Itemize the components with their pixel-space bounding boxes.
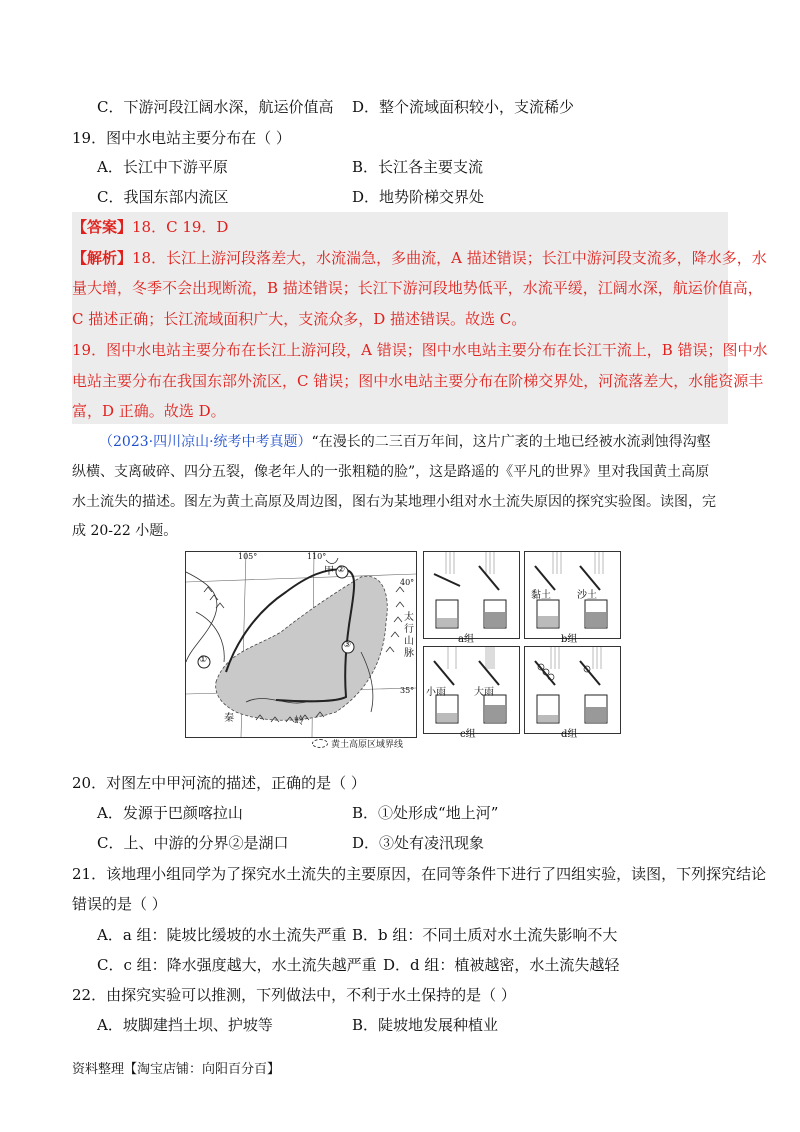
map-lat-40: 40° — [400, 578, 415, 587]
passage-line-2: 纵横、支离破碎、四分五裂，像老年人的一张粗糙的脸”，这是路遥的《平凡的世界》里对我国黄土高原 — [72, 464, 710, 480]
passage-line-1 — [99, 432, 711, 452]
analysis-line-6: 富，D 正确。故选 D。 — [72, 402, 226, 420]
q20-option-b: B．①处形成“地上河” — [352, 804, 499, 822]
experiment-d — [524, 646, 621, 740]
q21-stem-1: 21．该地理小组同学为了探究水土流失的主要原因，在同等条件下进行了四组实验，读图，下列探究结论 — [72, 865, 767, 883]
q21-option-b: B．b 组：不同土质对水土流失影响不大 — [352, 926, 618, 944]
passage-source: （2023·四川凉山·统考中考真题） — [99, 434, 312, 450]
loess-plateau-map — [185, 551, 417, 738]
experiment-b-clay: 黏土 — [531, 590, 551, 601]
analysis-line-1 — [72, 248, 767, 268]
map-label-ling: 岭 — [294, 716, 304, 727]
map-label-jia: 甲 — [324, 566, 334, 577]
map-drawing — [186, 552, 416, 737]
q21-stem-2: 错误的是（ ） — [72, 895, 167, 913]
legend-text: 黄土高原区域界线 — [331, 740, 404, 750]
q20-option-c: C．上、中游的分界②是湖口 — [97, 834, 289, 852]
passage-text-1: “在漫长的二三百万年间，这片广袤的土地已经被水流剥蚀得沟壑 — [311, 434, 711, 450]
experiment-a — [423, 551, 520, 645]
experiment-a-label: a组 — [458, 634, 474, 645]
map-label-taihang: 太行山脉 — [404, 612, 414, 659]
map-label-1: ① — [199, 655, 208, 665]
map-label-3: ③ — [343, 640, 352, 650]
passage-line-3: 水土流失的描述。图左为黄土高原及周边图，图右为某地理小组对水土流失原因的探究实验图。读图，完 — [72, 494, 716, 510]
experiment-c-light: 小雨 — [426, 687, 446, 698]
map-legend — [312, 737, 403, 750]
analysis-line-3: C 描述正确；长江流域面积广大，支流众多，D 描述错误。故选 C。 — [72, 310, 527, 328]
analysis-text-1: 18．长江上游河段落差大，水流湍急，多曲流，A 描述错误；长江中游河段支流多，降水多，水 — [132, 249, 767, 267]
answer-text: 18．C 19．D — [132, 218, 229, 236]
q20-option-a: A．发源于巴颜喀拉山 — [97, 804, 243, 822]
passage-line-4: 成 20-22 小题。 — [72, 523, 178, 539]
answer-tag: 【答案】 — [72, 218, 133, 236]
experiment-d-drawing — [525, 647, 620, 733]
q18-option-d: D．整个流域面积较小，支流稀少 — [352, 98, 575, 116]
q19-option-d: D．地势阶梯交界处 — [352, 188, 485, 206]
experiment-b — [524, 551, 621, 645]
q18-option-c: C．下游河段江阔水深，航运价值高 — [97, 98, 334, 116]
q22-option-b: B．陡坡地发展种植业 — [352, 1016, 499, 1034]
q19-option-c: C．我国东部内流区 — [97, 188, 229, 206]
q21-option-d: D．d 组：植被越密，水土流失越轻 — [383, 956, 620, 974]
legend-boundary-icon — [312, 739, 328, 748]
q19-option-b: B．长江各主要支流 — [352, 158, 484, 176]
map-label-2: ② — [337, 565, 346, 575]
q21-option-a: A．a 组：陡坡比缓坡的水土流失严重 — [97, 926, 347, 944]
q19-stem: 19．图中水电站主要分布在（ ） — [72, 129, 291, 147]
experiment-b-label: b组 — [561, 634, 578, 645]
q20-option-d: D．③处有凌汛现象 — [352, 834, 485, 852]
map-lon-105: 105° — [238, 552, 258, 561]
experiment-c-heavy: 大雨 — [474, 687, 494, 698]
analysis-line-4: 19．图中水电站主要分布在长江上游河段，A 错误；图中水电站主要分布在长江干流上，B 错误；图中水 — [72, 341, 768, 359]
analysis-tag: 【解析】 — [72, 249, 133, 267]
map-lon-110: 110° — [307, 552, 327, 561]
experiment-d-label: d组 — [561, 729, 578, 740]
map-label-qin: 秦 — [224, 713, 234, 724]
q22-stem: 22．由探究实验可以推测，下列做法中，不利于水土保持的是（ ） — [72, 986, 516, 1004]
q22-option-a: A．坡脚建挡土坝、护坡等 — [97, 1016, 273, 1034]
map-lat-35: 35° — [400, 686, 415, 695]
page-footer: 资料整理【淘宝店铺：向阳百分百】 — [72, 1062, 281, 1077]
experiment-c — [423, 646, 520, 740]
q20-stem: 20．对图左中甲河流的描述，正确的是（ ） — [72, 774, 366, 792]
analysis-line-2: 量大增，冬季不会出现断流，B 描述错误；长江下游河段地势低平，水流平缓，江阔水深，航运价值高， — [72, 279, 763, 297]
answer-line — [72, 217, 228, 237]
experiment-b-sand: 沙土 — [577, 590, 597, 601]
experiment-c-label: c组 — [460, 729, 476, 740]
q21-option-c: C．c 组：降水强度越大，水土流失越严重 — [97, 956, 377, 974]
q19-option-a: A．长江中下游平原 — [97, 158, 228, 176]
analysis-line-5: 电站主要分布在我国东部外流区，C 错误；图中水电站主要分布在阶梯交界处，河流落差大，水能资源丰 — [72, 372, 764, 390]
experiment-a-drawing — [424, 552, 519, 638]
